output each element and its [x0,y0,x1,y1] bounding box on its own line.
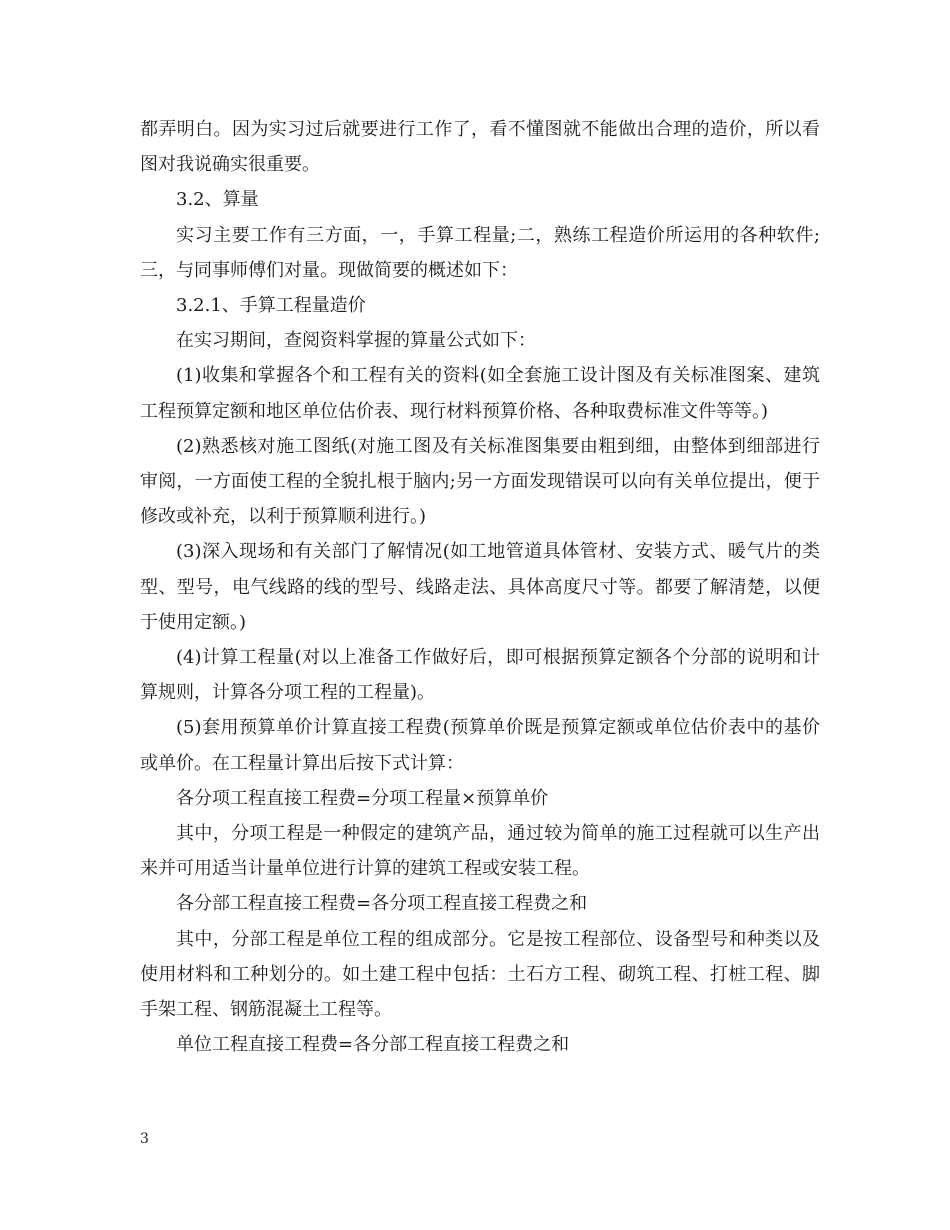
paragraph-division-definition: 其中，分部工程是单位工程的组成部分。它是按工程部位、设备型号和种类以及使用材料和工种划分的。如土建工程中包括：土石方工程、砌筑工程、打桩工程、脚手架工程、钢筋混凝土工程等。 [140,928,820,1021]
document-body [140,112,820,1062]
list-item-5: (5)套用预算单价计算直接工程费(预算单价既是预算定额或单位估价表中的基价或单价。在工程量计算出后按下式计算： [140,717,820,774]
page-number: 3 [140,1131,149,1147]
section-heading-3-2-1: 3.2.1、手算工程量造价 [176,295,366,317]
list-item-4: (4)计算工程量(对以上准备工作做好后，即可根据预算定额各个分部的说明和计算规则，计算各分项工程的工程量)。 [140,647,820,704]
formula-unit-cost: 单位工程直接工程费=各分部工程直接工程费之和 [176,1034,570,1056]
list-item-2: (2)熟悉核对施工图纸(对施工图及有关标准图集要由粗到细，由整体到细部进行审阅，一方面使工程的全貌扎根于脑内;另一方面发现错误可以向有关单位提出，便于修改或补充，以利于预算顺利进行。) [140,435,820,528]
list-item-1: (1)收集和掌握各个和工程有关的资料(如全套施工设计图及有关标准图案、建筑工程预算定额和地区单位估价表、现行材料预算价格、各种取费标准文件等等。) [140,365,820,422]
paragraph-work-overview: 实习主要工作有三方面，一，手算工程量;二，熟练工程造价所运用的各种软件;三，与同事师傅们对量。现做简要的概述如下： [140,224,820,281]
paragraph-formula-intro: 在实习期间，查阅资料掌握的算量公式如下： [176,330,536,352]
paragraph-subitem-definition: 其中，分项工程是一种假定的建筑产品，通过较为简单的施工过程就可以生产出来并可用适当计量单位进行计算的建筑工程或安装工程。 [140,823,820,880]
section-heading-3-2: 3.2、算量 [176,189,259,211]
formula-division-cost: 各分部工程直接工程费=各分项工程直接工程费之和 [176,893,588,915]
list-item-3: (3)深入现场和有关部门了解情况(如工地管道具体管材、安装方式、暖气片的类型、型号，电气线路的线的型号、线路走法、具体高度尺寸等。都要了解清楚，以便于使用定额。) [140,541,820,633]
paragraph-continuation: 都弄明白。因为实习过后就要进行工作了，看不懂图就不能做出合理的造价，所以看图对我说确实很重要。 [140,119,820,176]
formula-subitem-cost: 各分项工程直接工程费=分项工程量×预算单价 [176,787,549,809]
